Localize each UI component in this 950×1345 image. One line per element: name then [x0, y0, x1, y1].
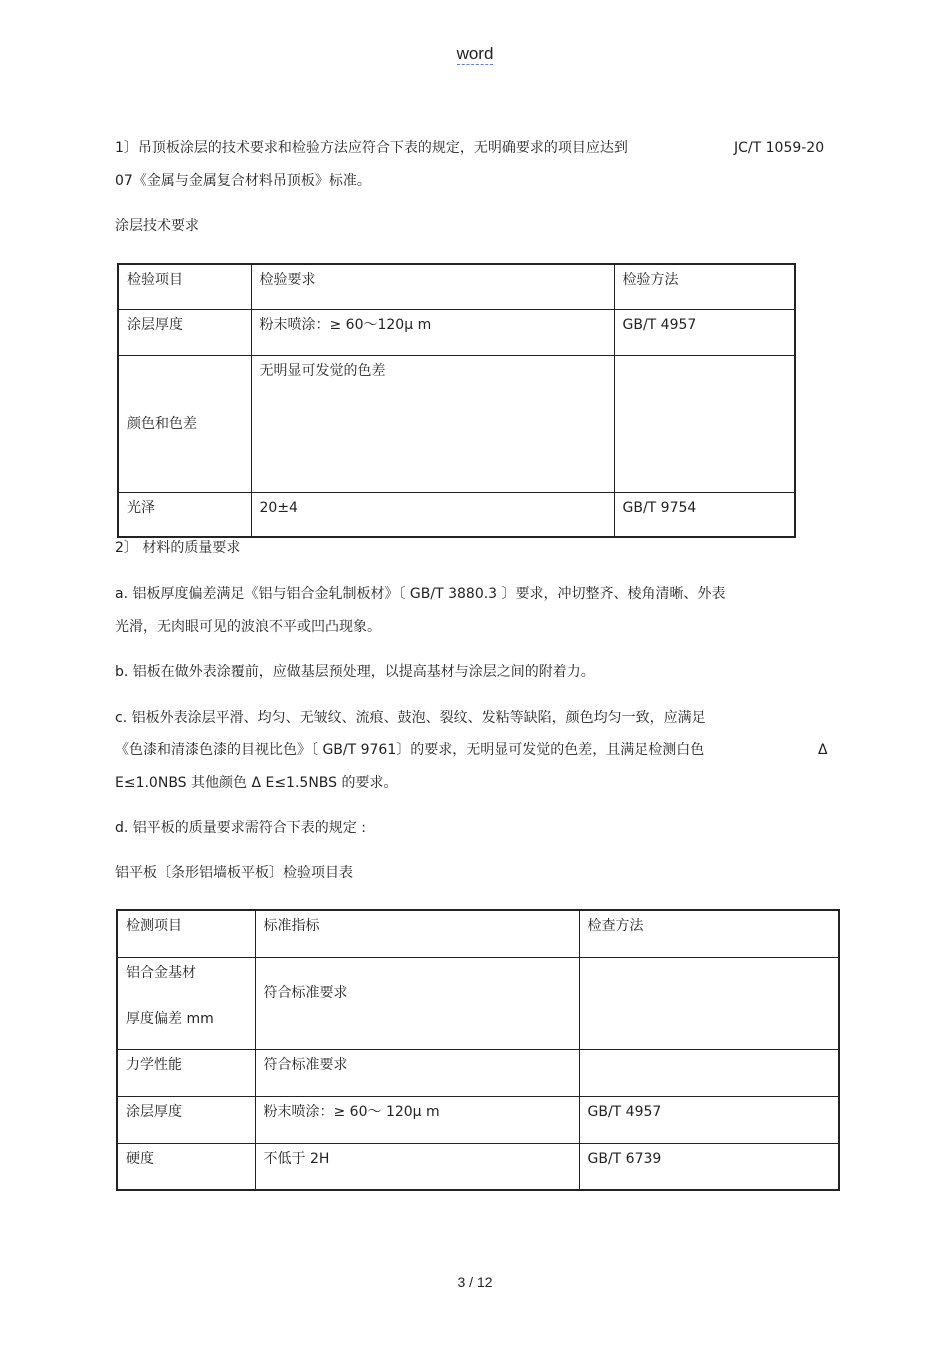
- table-header-cell: 检验项目: [118, 264, 251, 309]
- table-cell: 符合标准要求: [255, 1049, 579, 1096]
- item-c-delta: Δ: [818, 742, 828, 758]
- table-header-cell: 检验方法: [614, 264, 795, 309]
- table-header-cell: 检测项目: [117, 910, 255, 957]
- section1-intro-line1: 1〕吊顶板涂层的技术要求和检验方法应符合下表的规定，无明确要求的项目应达到: [115, 140, 628, 156]
- table-row: [118, 492, 795, 537]
- table-cell: [579, 957, 839, 1049]
- table-cell: 光泽: [118, 492, 251, 537]
- table-cell: 符合标准要求: [255, 957, 579, 1049]
- table-cell: GB/T 9754: [614, 492, 795, 537]
- table1-title: 涂层技术要求: [115, 218, 199, 234]
- cell-line: 铝合金基材: [126, 964, 196, 981]
- table-cell: 不低于 2H: [255, 1143, 579, 1190]
- aluminum-panel-inspection-table: [116, 909, 840, 1191]
- header-title: word: [456, 44, 494, 63]
- table-cell: GB/T 4957: [614, 309, 795, 355]
- table-cell: 力学性能: [117, 1049, 255, 1096]
- table-cell: GB/T 4957: [579, 1096, 839, 1143]
- document-header: [0, 44, 950, 64]
- table-cell: 粉末喷涂：≥ 60～ 120μ m: [255, 1096, 579, 1143]
- table-cell: 涂层厚度: [118, 309, 251, 355]
- table-cell: 硬度: [117, 1143, 255, 1190]
- table-header-cell: 标准指标: [255, 910, 579, 957]
- table-cell: [117, 957, 255, 1049]
- item-d-line: d. 铝平板的质量要求需符合下表的规定 :: [115, 820, 366, 836]
- table-cell: [614, 355, 795, 492]
- table-cell: 无明显可发觉的色差: [251, 355, 614, 492]
- coating-requirements-table: [117, 263, 796, 538]
- item-c-line1: c. 铝板外表涂层平滑、均匀、无皱纹、流痕、鼓泡、裂纹、发粘等缺陷，颜色均匀一致，应满足: [115, 710, 706, 726]
- item-c-line2: 《色漆和清漆色漆的目视比色》〔 GB/T 9761〕的要求，无明显可发觉的色差，且满足检测白色: [115, 742, 705, 758]
- page-number: 3 / 12: [457, 1274, 493, 1290]
- table-cell: 20±4: [251, 492, 614, 537]
- table-row: [117, 957, 839, 1049]
- table-row: [117, 1049, 839, 1096]
- table-header-cell: 检查方法: [579, 910, 839, 957]
- cell-line: 厚度偏差 mm: [126, 1010, 214, 1027]
- section1-intro-line2: 07《金属与金属复合材料吊顶板》标准。: [115, 173, 371, 189]
- table-row: [118, 309, 795, 355]
- table-row: [118, 355, 795, 492]
- item-b-line: b. 铝板在做外表涂覆前，应做基层预处理，以提高基材与涂层之间的附着力。: [115, 664, 595, 680]
- section2-heading: 2〕 材料的质量要求: [115, 540, 241, 556]
- table2-title: 铝平板〔条形铝墙板平板〕检验项目表: [115, 865, 353, 881]
- table-cell: [579, 1049, 839, 1096]
- section1-intro-standard: JC/T 1059-20: [734, 140, 825, 156]
- table-cell: 涂层厚度: [117, 1096, 255, 1143]
- item-c-line3: E≤1.0NBS 其他颜色 Δ E≤1.5NBS 的要求。: [115, 775, 398, 791]
- item-a-line2: 光滑，无肉眼可见的波浪不平或凹凸现象。: [115, 619, 381, 635]
- table-row: [117, 1096, 839, 1143]
- table-cell: GB/T 6739: [579, 1143, 839, 1190]
- table-header-row: [117, 910, 839, 957]
- table-row: [117, 1143, 839, 1190]
- table-header-cell: 检验要求: [251, 264, 614, 309]
- table-cell: 颜色和色差: [118, 355, 251, 492]
- table-cell: 粉末喷涂：≥ 60～120μ m: [251, 309, 614, 355]
- table-header-row: [118, 264, 795, 309]
- item-a-line1: a. 铝板厚度偏差满足《铝与铝合金轧制板材》〔 GB/T 3880.3 〕要求，冲切整齐、棱角清晰、外表: [115, 586, 726, 602]
